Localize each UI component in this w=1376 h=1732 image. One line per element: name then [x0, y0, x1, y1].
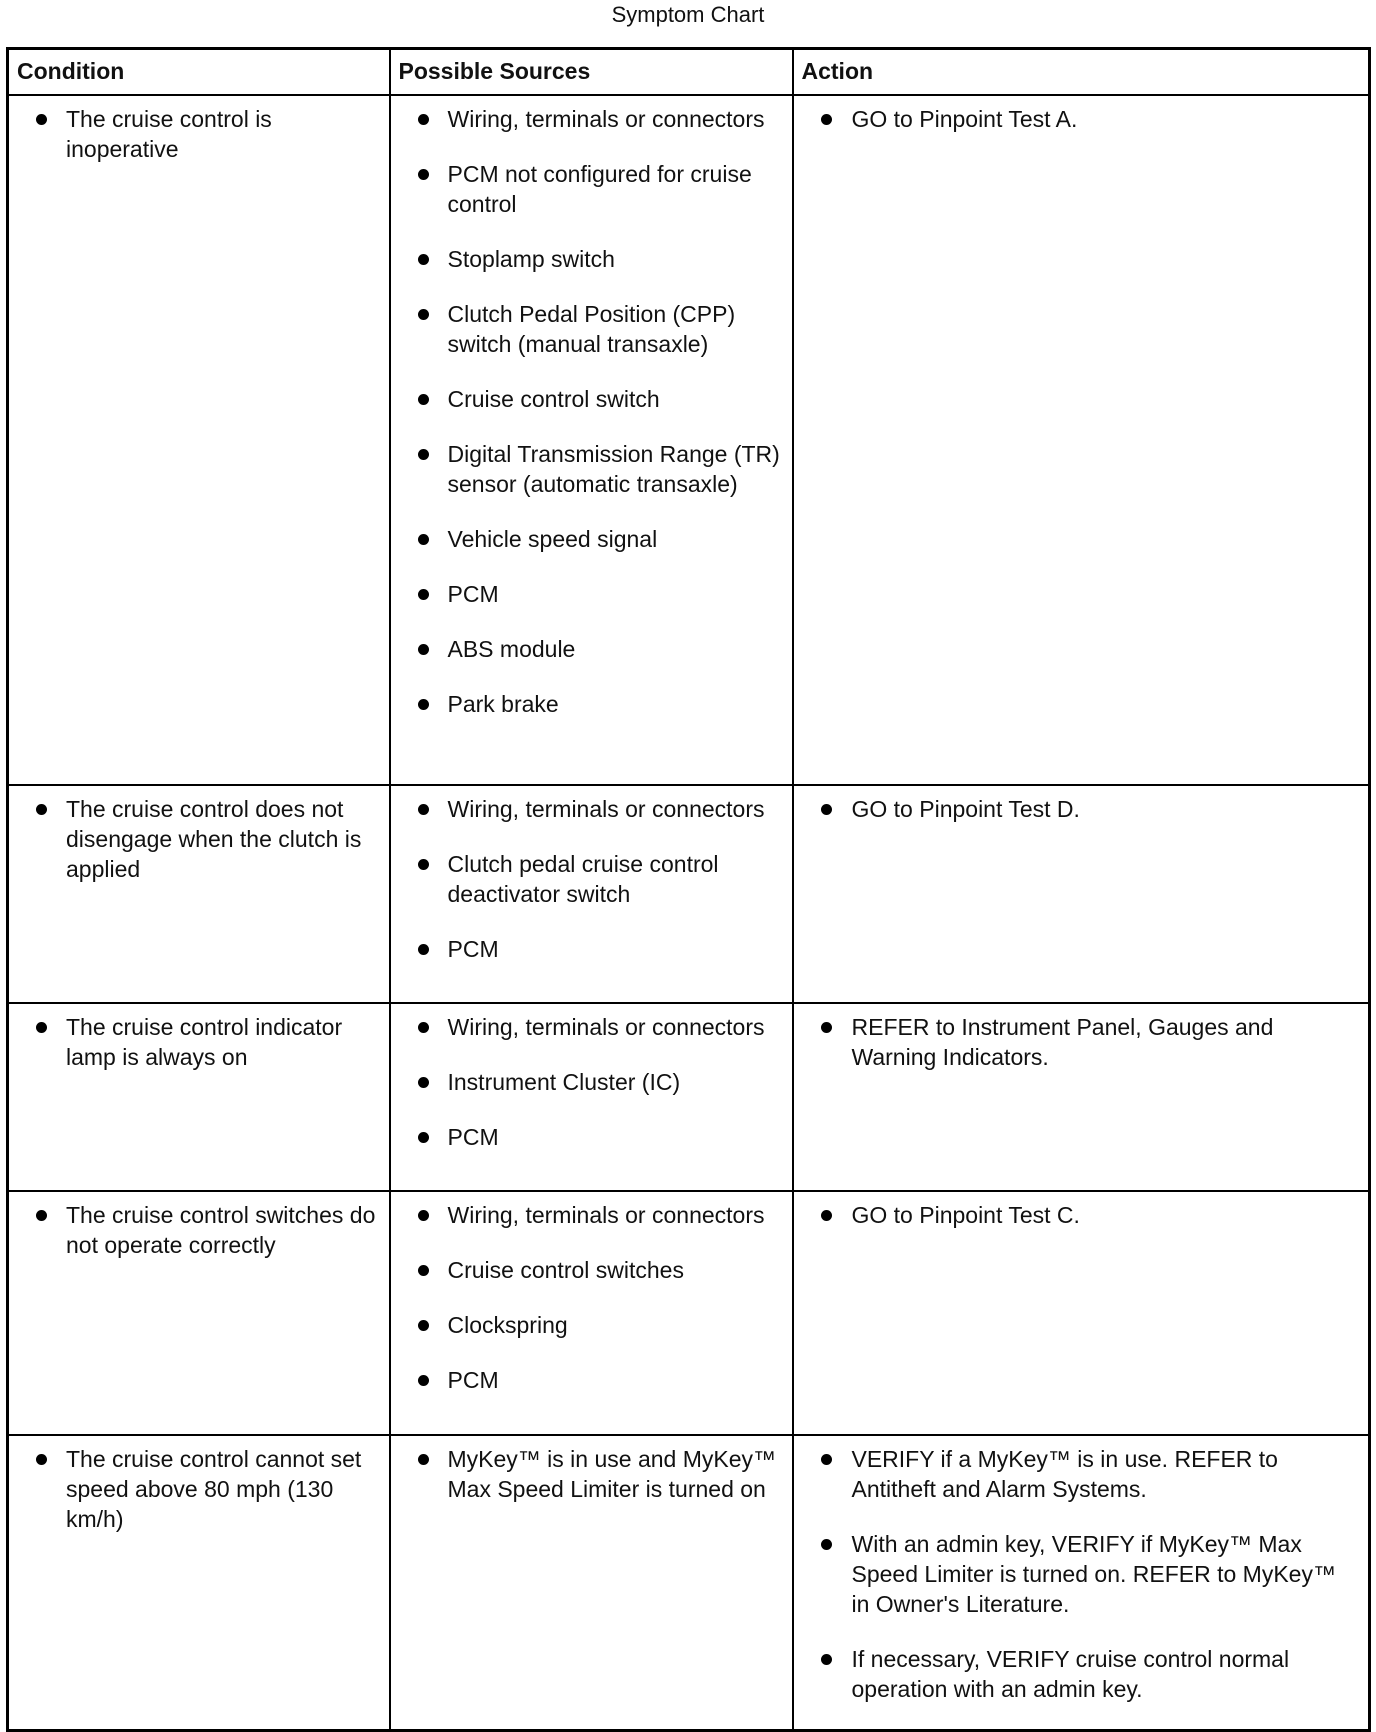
list-item: Wiring, terminals or connectors	[391, 794, 784, 824]
list-item: GO to Pinpoint Test A.	[794, 104, 1361, 134]
list-item: Park brake	[391, 689, 784, 719]
list-item: PCM	[391, 1122, 784, 1152]
list-item: The cruise control cannot set speed above 80 mph (130 km/h)	[9, 1444, 381, 1534]
list-item: Digital Transmission Range (TR) sensor (automatic transaxle)	[391, 439, 784, 499]
list-item: VERIFY if a MyKey™ is in use. REFER to Antitheft and Alarm Systems.	[794, 1444, 1361, 1504]
list-item: Instrument Cluster (IC)	[391, 1067, 784, 1097]
list-item: PCM not configured for cruise control	[391, 159, 784, 219]
page-title: Symptom Chart	[611, 2, 765, 27]
possible-sources-cell	[390, 95, 793, 785]
list-item: GO to Pinpoint Test D.	[794, 794, 1361, 824]
list-item: Clutch pedal cruise control deactivator switch	[391, 849, 784, 909]
list-item: Vehicle speed signal	[391, 524, 784, 554]
list-item: Stoplamp switch	[391, 244, 784, 274]
table-row	[8, 1191, 1370, 1435]
table-header-row	[8, 49, 1370, 95]
list-item: Clockspring	[391, 1310, 784, 1340]
list-item: Cruise control switch	[391, 384, 784, 414]
list-item: PCM	[391, 579, 784, 609]
action-cell	[793, 1003, 1370, 1191]
list-item: Wiring, terminals or connectors	[391, 1012, 784, 1042]
condition-cell	[8, 95, 390, 785]
list-item: If necessary, VERIFY cruise control normal operation with an admin key.	[794, 1644, 1361, 1704]
action-cell	[793, 95, 1370, 785]
header-condition: Condition	[8, 49, 390, 95]
list-item: The cruise control does not disengage when the clutch is applied	[9, 794, 381, 884]
table-row	[8, 1003, 1370, 1191]
condition-cell	[8, 1191, 390, 1435]
list-item: PCM	[391, 934, 784, 964]
table-row	[8, 95, 1370, 785]
condition-cell	[8, 1435, 390, 1731]
list-item: Wiring, terminals or connectors	[391, 1200, 784, 1230]
header-action: Action	[793, 49, 1370, 95]
list-item: Clutch Pedal Position (CPP) switch (manual transaxle)	[391, 299, 784, 359]
list-item: With an admin key, VERIFY if MyKey™ Max Speed Limiter is turned on. REFER to MyKey™ in Owner's Literature.	[794, 1529, 1361, 1619]
header-possible-sources: Possible Sources	[390, 49, 793, 95]
action-cell	[793, 1191, 1370, 1435]
action-cell	[793, 1435, 1370, 1731]
condition-cell	[8, 785, 390, 1003]
possible-sources-cell	[390, 1435, 793, 1731]
table-row	[8, 1435, 1370, 1731]
possible-sources-cell	[390, 1191, 793, 1435]
possible-sources-cell	[390, 785, 793, 1003]
symptom-chart-table	[6, 47, 1371, 1732]
list-item: ABS module	[391, 634, 784, 664]
list-item: GO to Pinpoint Test C.	[794, 1200, 1361, 1230]
list-item: PCM	[391, 1365, 784, 1395]
list-item: REFER to Instrument Panel, Gauges and Warning Indicators.	[794, 1012, 1361, 1072]
list-item: The cruise control switches do not operate correctly	[9, 1200, 381, 1260]
table-row	[8, 785, 1370, 1003]
list-item: The cruise control is inoperative	[9, 104, 381, 164]
list-item: Wiring, terminals or connectors	[391, 104, 784, 134]
list-item: MyKey™ is in use and MyKey™ Max Speed Limiter is turned on	[391, 1444, 784, 1504]
list-item: Cruise control switches	[391, 1255, 784, 1285]
condition-cell	[8, 1003, 390, 1191]
list-item: The cruise control indicator lamp is always on	[9, 1012, 381, 1072]
action-cell	[793, 785, 1370, 1003]
possible-sources-cell	[390, 1003, 793, 1191]
